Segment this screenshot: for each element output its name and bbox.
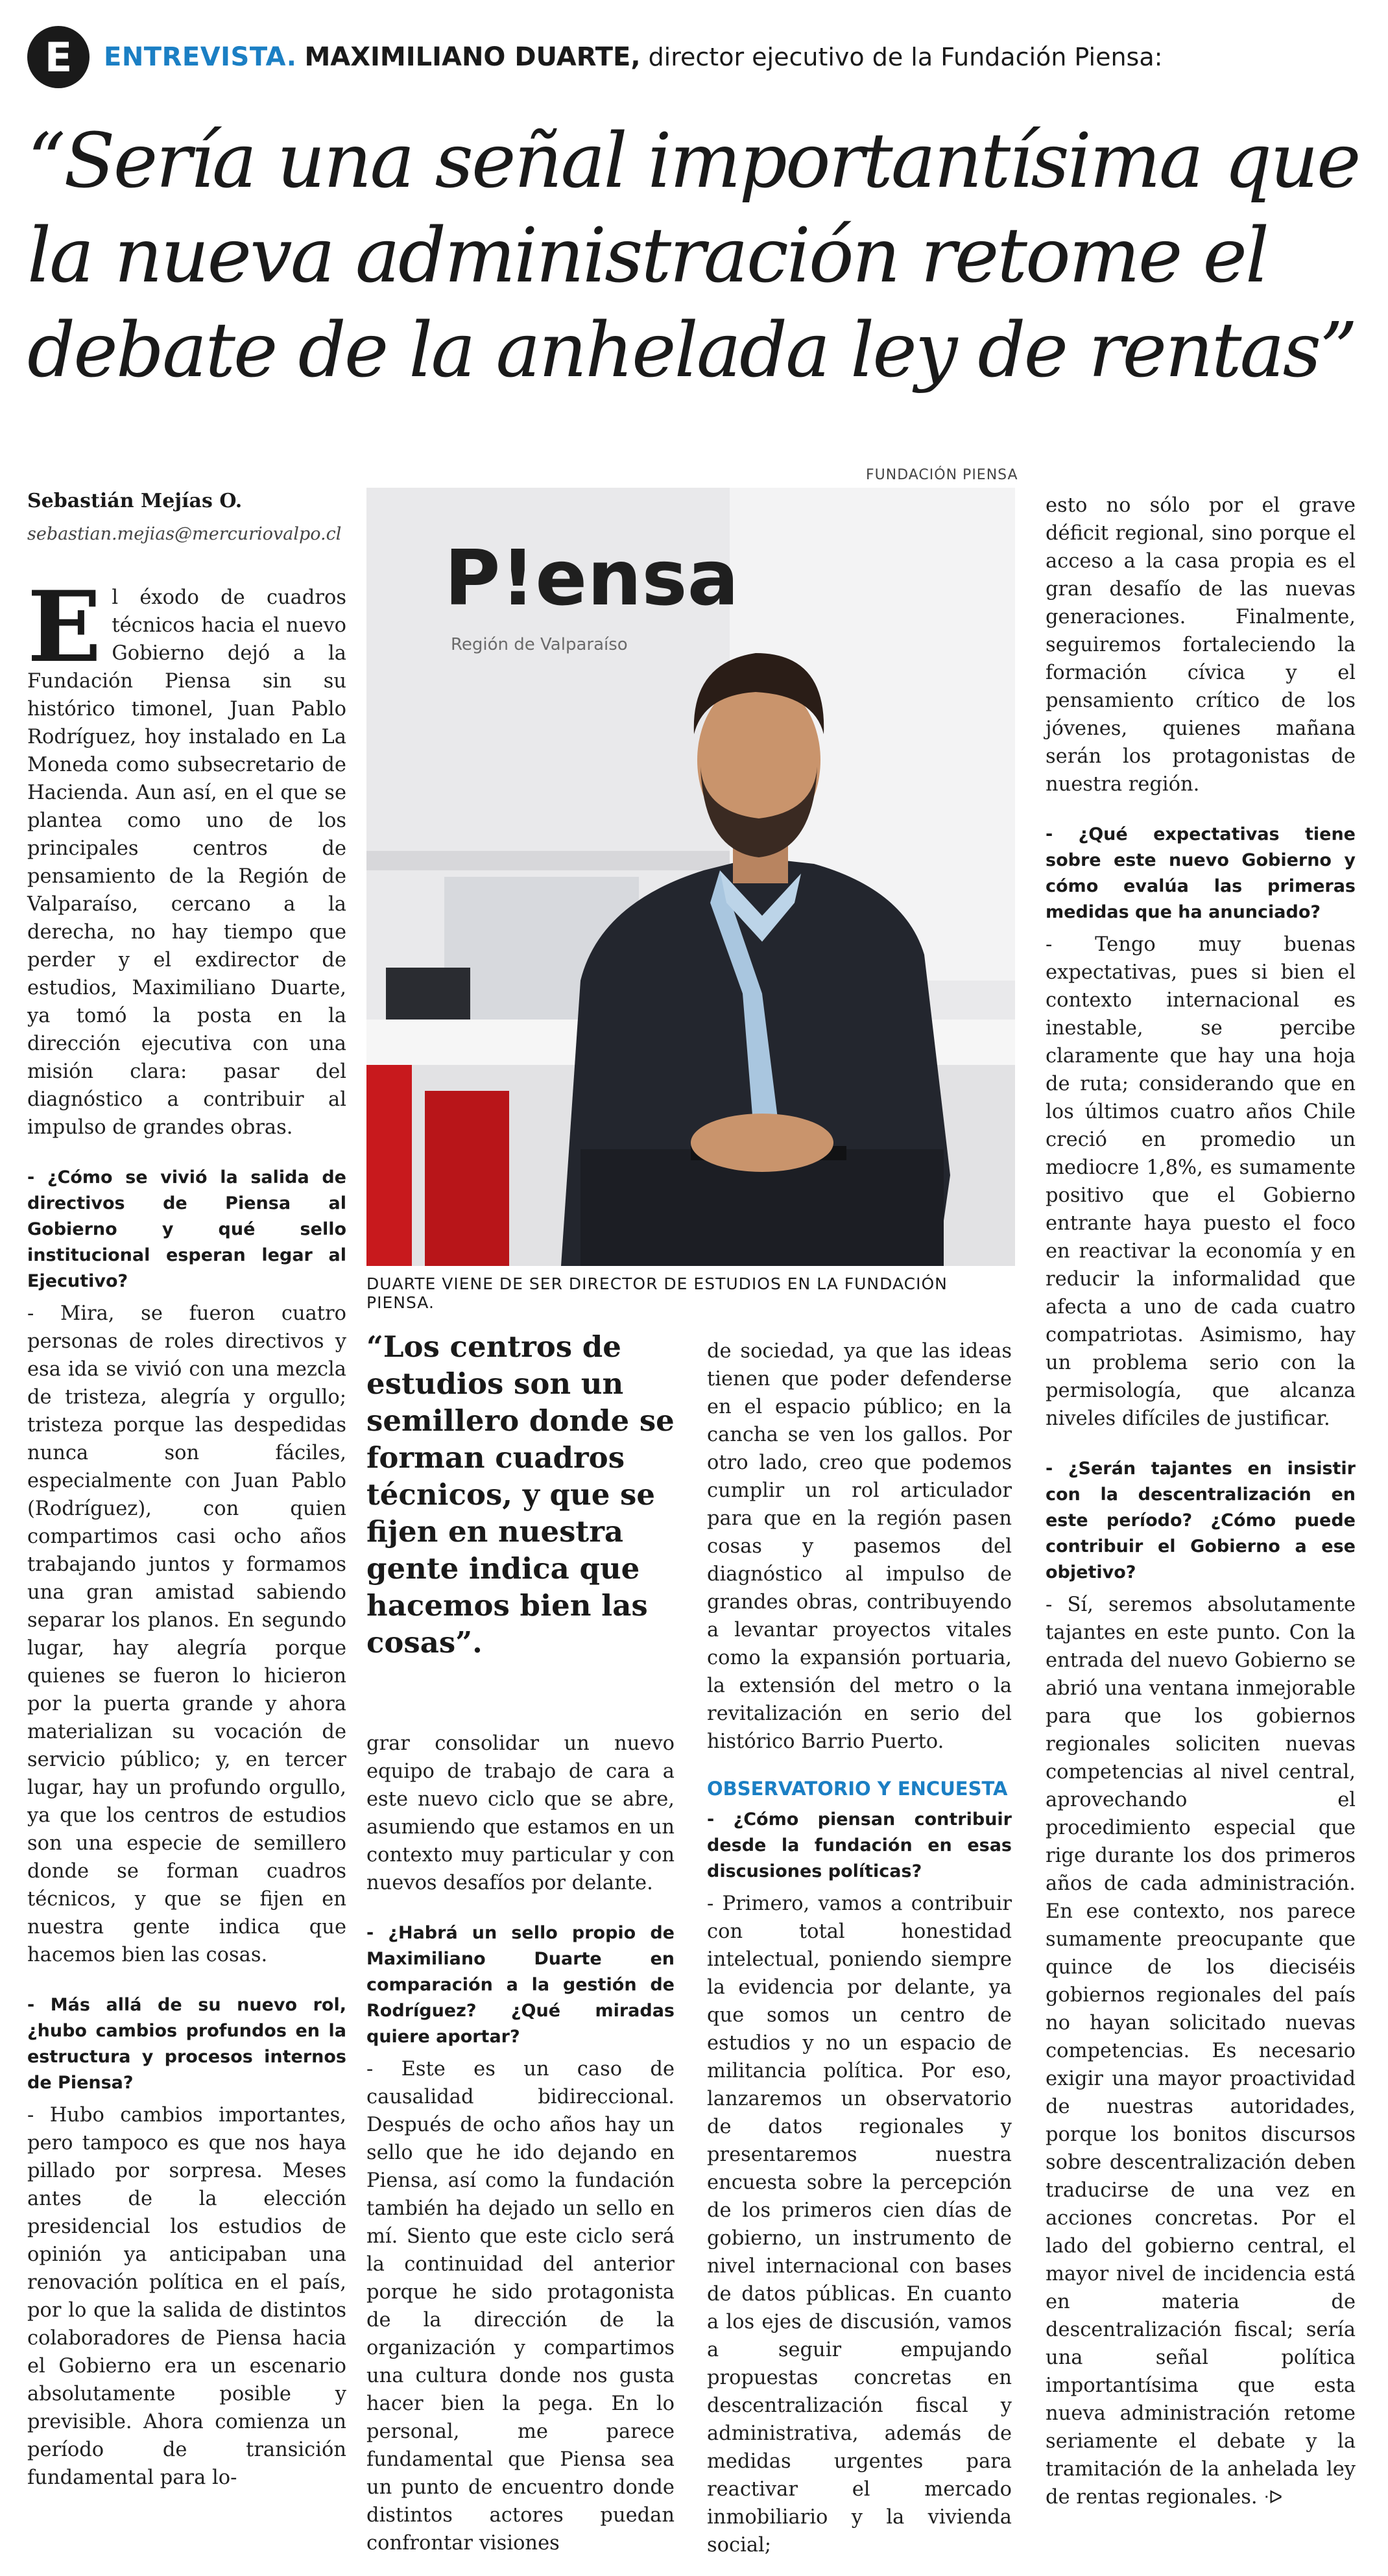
photo-caption: DUARTE VIENE DE SER DIRECTOR DE ESTUDIOS EN LA FUNDACIÓN PIENSA. bbox=[366, 1274, 948, 1312]
question-2: - Más allá de su nuevo rol, ¿hubo cambios profundos en la estructura y procesos internos de Piensa? bbox=[27, 1995, 346, 2093]
section-badge: E bbox=[27, 26, 90, 88]
answer-1: - Mira, se fueron cuatro personas de roles directivos y esa ida se vivió con una mezcla de tristeza, alegría y orgullo; tristeza porque las despedidas nunca son fáciles, especialmente con Juan Pablo (Rodríguez), con quien compartimos casi ocho años trabajando juntos y formamos una gran amistad sabiendo separar los planos. En segundo lugar, hay alegría porque quienes se fueron lo hicieron por la puerta grande y ahora materializan su vocación de servicio público; y, en tercer lugar, hay un profundo orgullo, ya que los centros de estudios son una especie de semillero donde se forman cuadros técnicos, y que se fijen en nuestra gente indica que hacemos bien las cosas. bbox=[27, 1302, 346, 1966]
author-email[interactable]: sebastian.mejias@mercuriovalpo.cl bbox=[27, 524, 342, 544]
wall-shelf bbox=[366, 851, 730, 870]
answer-2: - Hubo cambios importantes, pero tampoco es que nos haya pillado por sorpresa. Meses antes de la elección presidencial los estudios de opinión ya anticipaban una renovación política en el país, por lo que la salida de distintos colaboradores de Piensa hacia el Gobierno era un escenario absolutamente posible y previsible. Ahora comienza un período de transición fundamental para lo- bbox=[27, 2104, 346, 2489]
interviewee-name: MAXIMILIANO DUARTE, bbox=[304, 42, 641, 72]
answer-6 bbox=[1046, 1591, 1356, 2511]
photo-credit: FUNDACIÓN PIENSA bbox=[866, 467, 1018, 483]
question-3: - ¿Habrá un sello propio de Maximiliano Duarte en comparación a la gestión de Rodríguez? ¿Qué miradas quiere aportar? bbox=[366, 1923, 675, 2047]
intro-paragraph bbox=[27, 570, 346, 1141]
question-1: - ¿Cómo se vivió la salida de directivos de Piensa al Gobierno y qué sello institucional esperan legar al Ejecutivo? bbox=[27, 1167, 346, 1291]
hands bbox=[691, 1114, 833, 1172]
portrait-photo bbox=[366, 488, 1015, 1266]
pull-quote: “Los centros de estudios son un semillero donde se forman cuadros técnicos, y que se fijen en nuestra gente indica que hacemos bien las cosas”. bbox=[366, 1330, 675, 1660]
answer-4-continued: esto no sólo por el grave déficit regional, sino porque el acceso a la casa propia es el gran desafío de las nuevas generaciones. Finalmente, seguiremos fortaleciendo la formación cívica y el pensamiento crítico de los jóvenes, quienes mañana serán los protagonistas de nuestra región. bbox=[1046, 494, 1356, 796]
headline: “Sería una señal importantísima que la nueva administración retome el debate de la anhelada ley de rentas” bbox=[27, 117, 1359, 394]
wall-sign-logo: P!ensa bbox=[444, 533, 739, 623]
red-panel bbox=[425, 1091, 509, 1266]
answer-6-text: - Sí, seremos absolutamente tajantes en este punto. Con la entrada del nuevo Gobierno se abrió una ventana inmejorable para que los gobiernos regionales soliciten nuevas competencias al nivel central, aprovechando el procedimiento especial que rige durante los dos primeros años de cada administración. En ese contexto, nos parece sumamente preocupante que quince de los dieciséis gobiernos regionales del país no hayan solicitado nuevas competencias. Es necesario exigir una mayor proactividad de nuestras autoridades, porque los bonitos discursos sobre descentralización deben traducirse de una vez en acciones concretas. Por el lado del gobierno central, el mayor nivel de incidencia está en materia de descentralización fiscal; sería una señal política importantísima que esta nueva administración retome seriamente el debate y la tramitación de la anhelada ley de rentas regionales. bbox=[1046, 1593, 1356, 2509]
answer-3-continued: de sociedad, ya que las ideas tienen que poder defenderse en el espacio público; en la cancha se ven los gallos. Por otro lado, creo que podemos cumplir un rol articulador para que en la región pasen cosas y pasemos del diagnóstico al impulso de grandes obras, contribuyendo a levantar proyectos vitales como la expansión portuaria, la extensión del metro o la revitalización en serio del histórico Barrio Puerto. bbox=[707, 1340, 1012, 1753]
article-column-2 bbox=[366, 1730, 675, 2574]
section-label: ENTREVISTA. bbox=[104, 42, 297, 72]
end-mark-icon: ᐧᐅ bbox=[1263, 2487, 1283, 2508]
question-5: - ¿Qué expectativas tiene sobre este nuevo Gobierno y cómo evalúa las primeras medidas que ha anunciado? bbox=[1046, 824, 1356, 922]
drop-cap: E bbox=[27, 570, 102, 684]
article-column-3 bbox=[707, 1337, 1012, 2576]
wall-sign-subtitle: Región de Valparaíso bbox=[451, 635, 628, 654]
interview-kicker bbox=[27, 25, 1162, 89]
article-column-1 bbox=[27, 570, 346, 2509]
question-6: - ¿Serán tajantes en insistir con la descentralización en este período? ¿Cómo puede contribuir el Gobierno a ese objetivo? bbox=[1046, 1459, 1356, 1582]
answer-4: - Primero, vamos a contribuir con total honestidad intelectual, poniendo siempre la evidencia por delante, ya que somos un centro de estudios y no un espacio de militancia política. Por eso, lanzaremos un observatorio de datos regionales y presentaremos nuestra encuesta sobre la percepción de los primeros cien días de gobierno, un instrumento de nivel internacional con bases de datos públicas. En cuanto a los ejes de discusión, vamos a seguir empujando propuestas concretas en descentralización fiscal y administrativa, además de medidas urgentes para reactivar el mercado inmobiliario y la vivienda social; bbox=[707, 1892, 1012, 2557]
answer-3: - Este es un caso de causalidad bidireccional. Después de ocho años hay un sello que he ido dejando en Piensa, así como la fundación también ha dejado un sello en mí. Siento que este ciclo será la continuidad del anterior porque he sido protagonista de la dirección de la organización y compartimos una cultura donde nos gusta hacer bien la pega. En lo personal, me parece fundamental que Piensa sea un punto de encuentro donde distintos actores puedan confrontar visiones bbox=[366, 2058, 675, 2555]
section-heading: OBSERVATORIO Y ENCUESTA bbox=[707, 1778, 1008, 1800]
intro-text: l éxodo de cuadros técnicos hacia el nuevo Gobierno dejó a la Fundación Piensa sin su histórico timonel, Juan Pablo Rodríguez, hoy instalado en La Moneda como subsecretario de Hacienda. Aun así, en el que se plantea como uno de los principales centros de pensamiento de la Región de Valparaíso, cercano a la derecha, no hay tiempo que perder y el exdirector de estudios, Maximiliano Duarte, ya tomó la posta en la dirección ejecutiva con una misión clara: pasar del diagnóstico a contribuir al impulso de grandes obras. bbox=[27, 586, 346, 1139]
answer-2-continued: grar consolidar un nuevo equipo de trabajo de cara a este nuevo ciclo que se abre, asumiendo que estamos en un contexto muy particular y con nuevos desafíos por delante. bbox=[366, 1732, 675, 1894]
article-column-4 bbox=[1046, 492, 1356, 2528]
interviewee-role: director ejecutivo de la Fundación Piensa: bbox=[648, 43, 1163, 71]
red-cabinet bbox=[366, 1065, 412, 1266]
author-name: Sebastián Mejías O. bbox=[27, 490, 243, 512]
question-4: - ¿Cómo piensan contribuir desde la fundación en esas discusiones políticas? bbox=[707, 1809, 1012, 1881]
monitor bbox=[386, 968, 470, 1020]
answer-5: - Tengo muy buenas expectativas, pues si bien el contexto internacional es inestable, se percibe claramente que hay una hoja de ruta; considerando que en los últimos cuatro años Chile creció en promedio un mediocre 1,8%, es sumamente positivo que el Gobierno entrante haya puesto el foco en reactivar la economía y en reducir la informalidad que afecta a uno de cada cuatro compatriotas. Asimismo, hay un problema serio con la permisología, que alcanza niveles difíciles de justificar. bbox=[1046, 933, 1356, 1430]
